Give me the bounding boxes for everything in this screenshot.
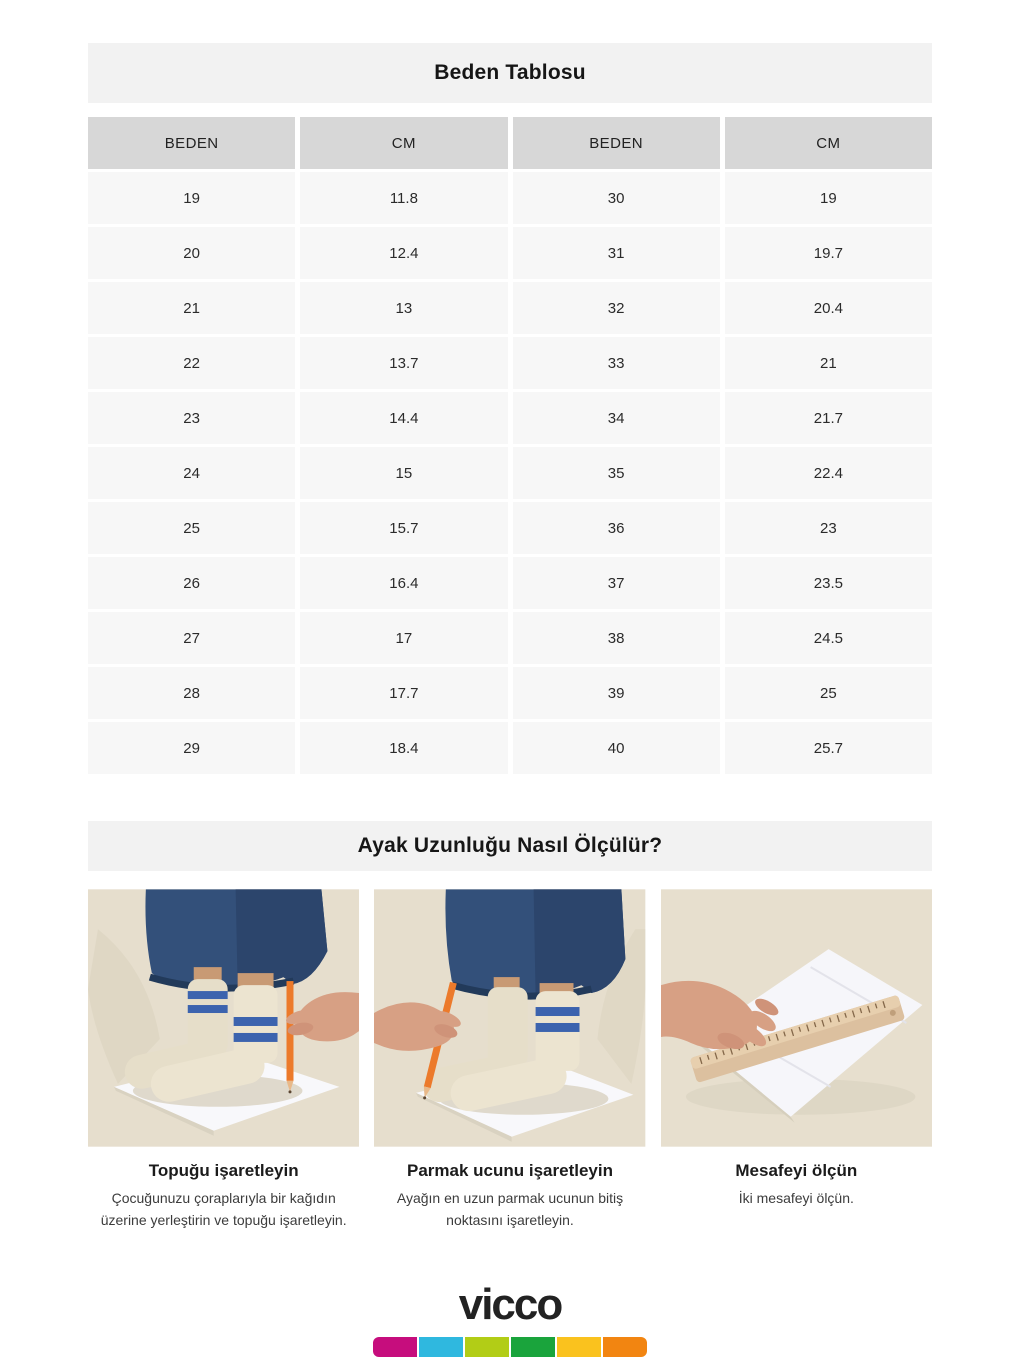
size-cell: 17.7 xyxy=(300,667,507,719)
size-cell: 21 xyxy=(725,337,932,389)
step-measure-distance xyxy=(661,889,932,1231)
size-cell: 14.4 xyxy=(300,392,507,444)
mark-heel-photo xyxy=(88,889,359,1147)
size-cell: 23 xyxy=(88,392,295,444)
size-table-header-cell: CM xyxy=(725,117,932,169)
size-cell: 31 xyxy=(513,227,720,279)
size-cell: 32 xyxy=(513,282,720,334)
stripe-segment xyxy=(511,1337,555,1357)
size-cell: 39 xyxy=(513,667,720,719)
size-cell: 19.7 xyxy=(725,227,932,279)
size-cell: 21.7 xyxy=(725,392,932,444)
measure-section-title-bar xyxy=(88,821,932,871)
size-cell: 13.7 xyxy=(300,337,507,389)
size-table-header-cell: BEDEN xyxy=(513,117,720,169)
size-cell: 17 xyxy=(300,612,507,664)
size-table-header-cell: CM xyxy=(300,117,507,169)
size-cell: 29 xyxy=(88,722,295,774)
size-cell: 23.5 xyxy=(725,557,932,609)
size-cell: 30 xyxy=(513,172,720,224)
size-cell: 18.4 xyxy=(300,722,507,774)
size-cell: 22 xyxy=(88,337,295,389)
size-cell: 12.4 xyxy=(300,227,507,279)
size-table-title-bar xyxy=(88,43,932,103)
size-cell: 16.4 xyxy=(300,557,507,609)
mark-toe-photo xyxy=(374,889,645,1147)
stripe-segment xyxy=(419,1337,463,1357)
size-cell: 15 xyxy=(300,447,507,499)
size-table-title: Beden Tablosu xyxy=(434,61,586,84)
brand-footer xyxy=(88,1280,932,1357)
size-cell: 34 xyxy=(513,392,720,444)
size-cell: 28 xyxy=(88,667,295,719)
step-description: Çocuğunuzu çoraplarıyla bir kağıdın üzerine yerleştirin ve topuğu işaretleyin. xyxy=(100,1190,347,1228)
step-description: İki mesafeyi ölçün. xyxy=(738,1190,854,1206)
stripe-segment xyxy=(465,1337,509,1357)
stripe-segment xyxy=(557,1337,601,1357)
size-table-header-cell: BEDEN xyxy=(88,117,295,169)
size-cell: 20.4 xyxy=(725,282,932,334)
brand-logo: vicco xyxy=(458,1280,562,1330)
size-cell: 26 xyxy=(88,557,295,609)
size-cell: 19 xyxy=(88,172,295,224)
stripe-segment xyxy=(603,1337,647,1357)
size-cell: 40 xyxy=(513,722,720,774)
size-table xyxy=(88,117,932,774)
size-cell: 13 xyxy=(300,282,507,334)
size-cell: 25 xyxy=(88,502,295,554)
size-cell: 35 xyxy=(513,447,720,499)
size-cell: 33 xyxy=(513,337,720,389)
size-cell: 38 xyxy=(513,612,720,664)
stripe-segment xyxy=(373,1337,417,1357)
size-cell: 25 xyxy=(725,667,932,719)
measure-steps xyxy=(88,889,932,1231)
size-cell: 15.7 xyxy=(300,502,507,554)
step-heading: Mesafeyi ölçün xyxy=(735,1161,858,1180)
size-cell: 23 xyxy=(725,502,932,554)
measure-distance-photo xyxy=(661,889,932,1147)
size-cell: 19 xyxy=(725,172,932,224)
size-cell: 20 xyxy=(88,227,295,279)
size-cell: 27 xyxy=(88,612,295,664)
size-cell: 22.4 xyxy=(725,447,932,499)
size-cell: 25.7 xyxy=(725,722,932,774)
step-heading: Parmak ucunu işaretleyin xyxy=(407,1161,613,1180)
size-cell: 21 xyxy=(88,282,295,334)
size-cell: 11.8 xyxy=(300,172,507,224)
step-description: Ayağın en uzun parmak ucunun bitiş noktasını işaretleyin. xyxy=(396,1190,624,1228)
size-cell: 36 xyxy=(513,502,720,554)
brand-stripe xyxy=(373,1337,647,1357)
step-mark-toe xyxy=(374,889,645,1231)
step-mark-heel xyxy=(88,889,359,1231)
size-cell: 24 xyxy=(88,447,295,499)
size-cell: 24.5 xyxy=(725,612,932,664)
measure-section-title: Ayak Uzunluğu Nasıl Ölçülür? xyxy=(357,834,663,857)
step-heading: Topuğu işaretleyin xyxy=(148,1161,299,1180)
size-cell: 37 xyxy=(513,557,720,609)
